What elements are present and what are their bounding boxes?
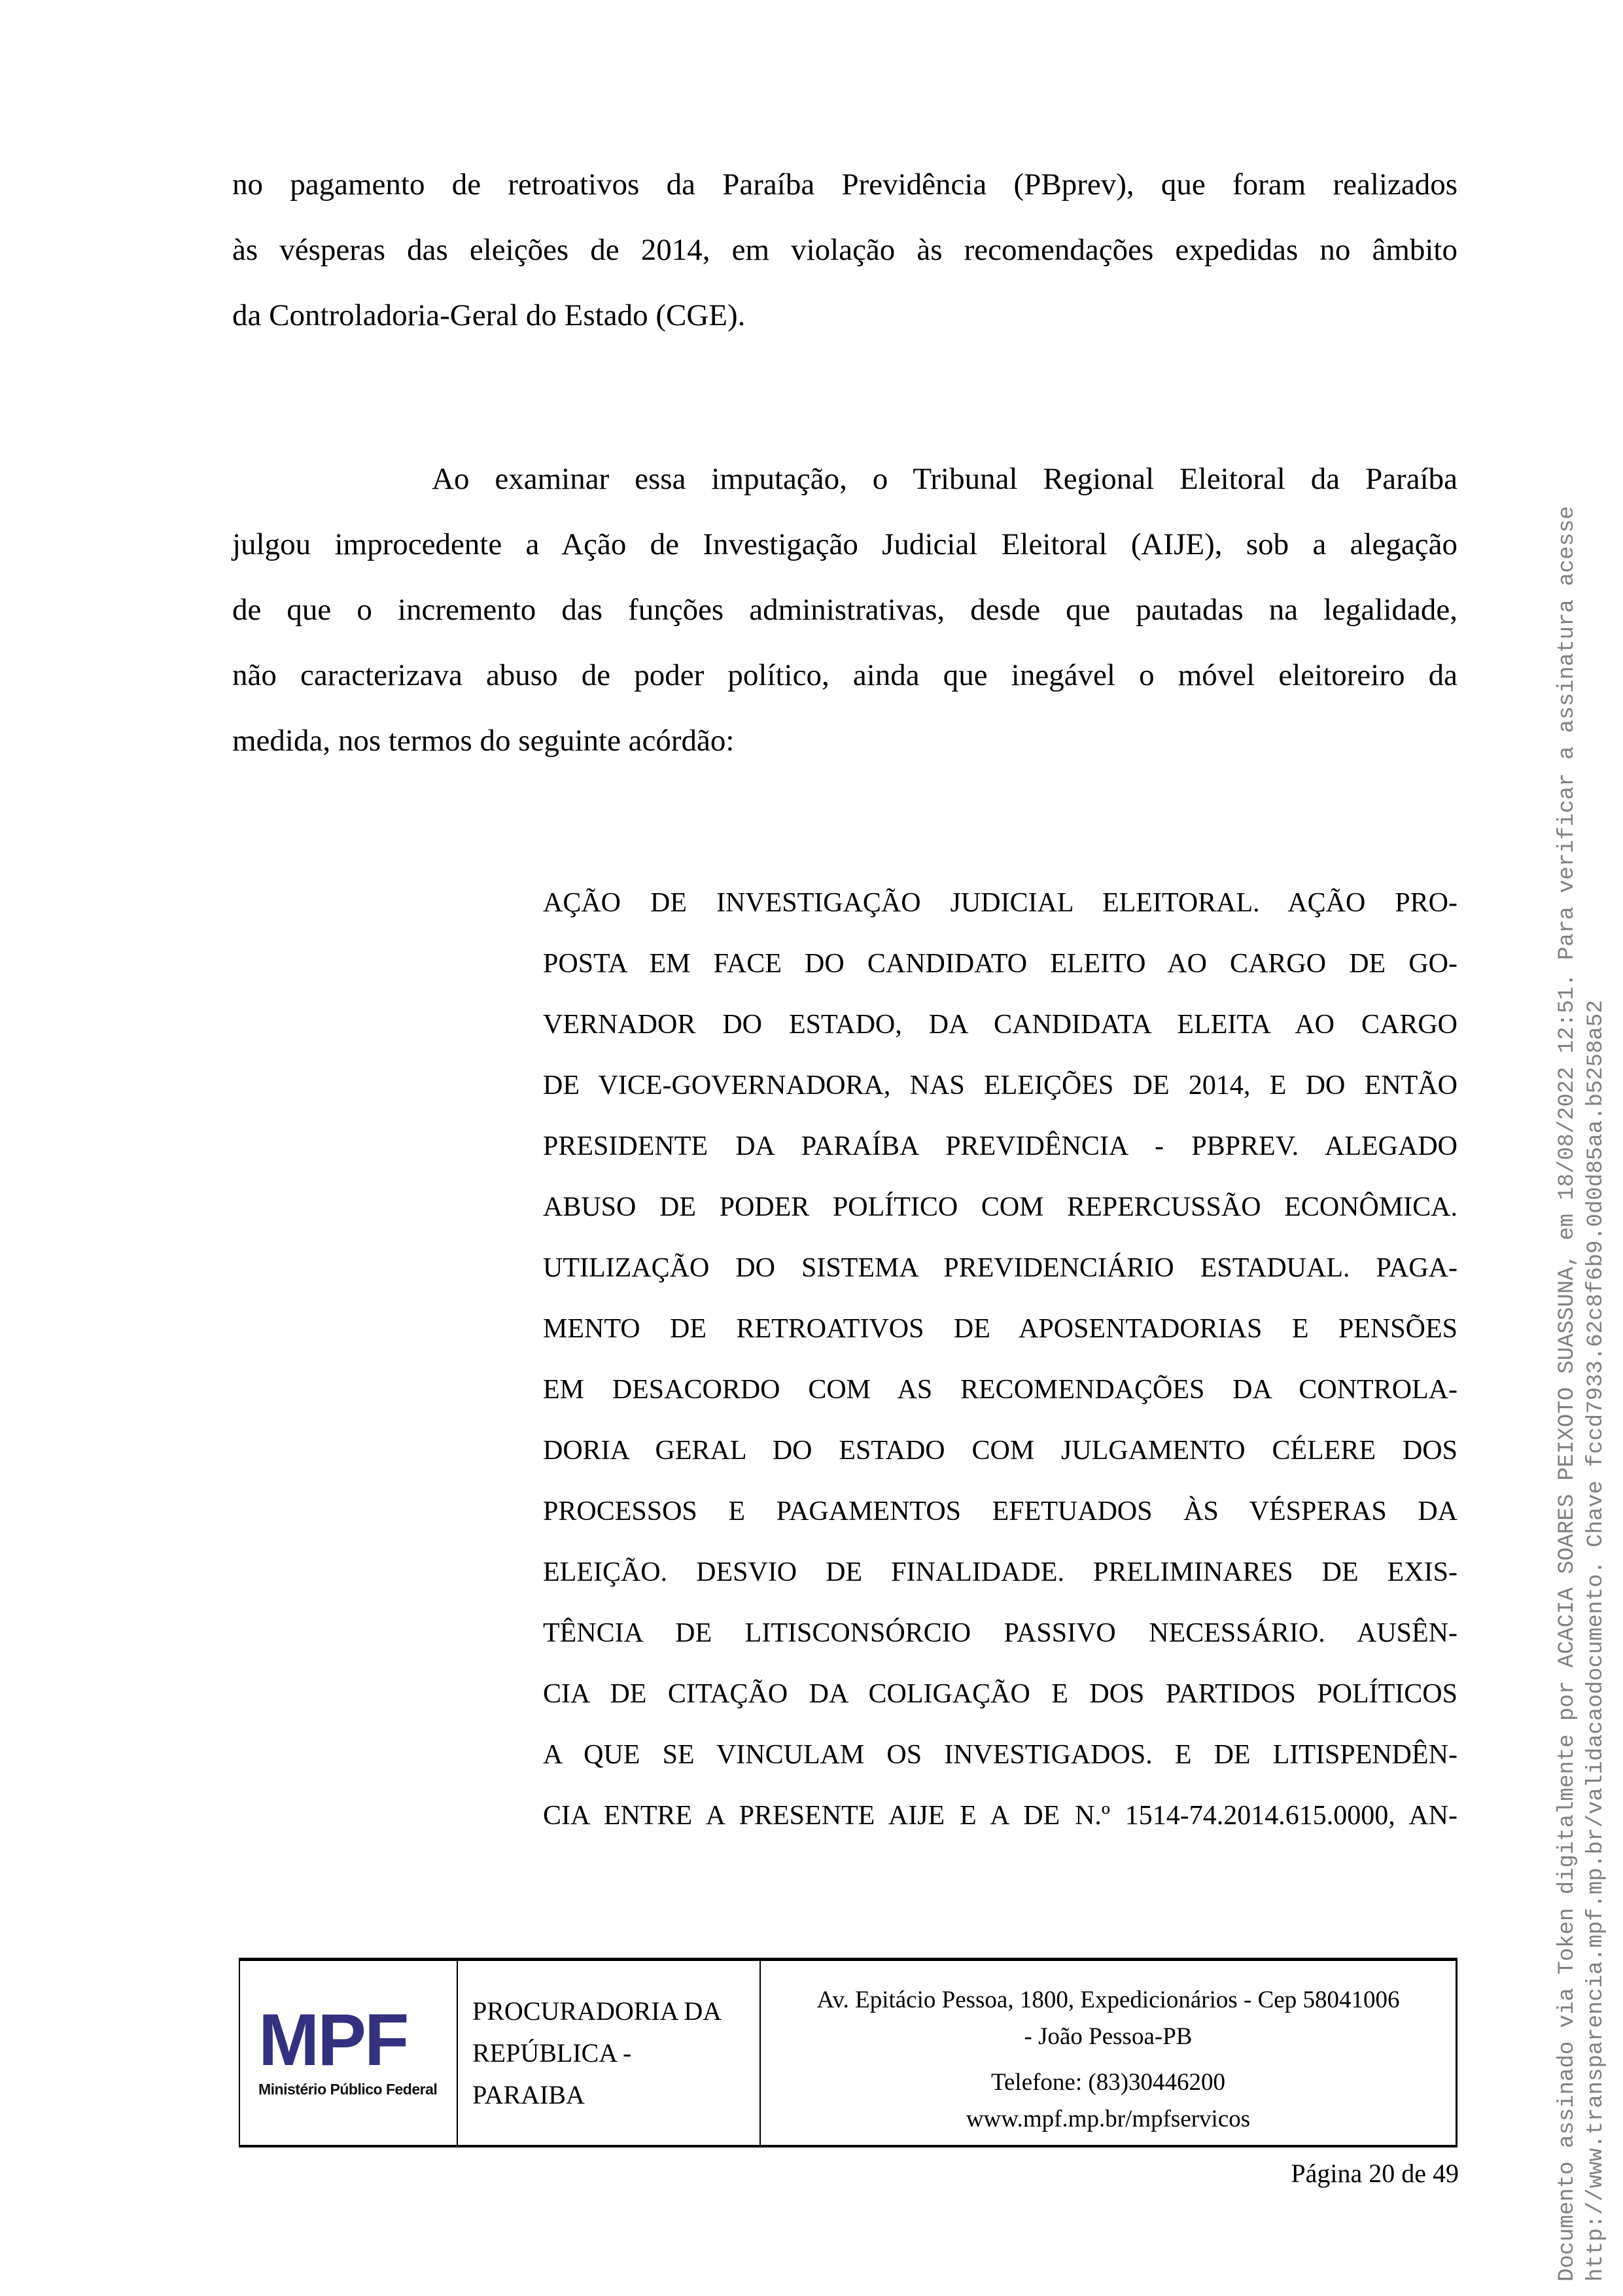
body-line: Ao examinar essa imputação, o Tribunal Regional Eleitoral da Paraíba [432,462,1457,496]
address-line: - João Pessoa-PB [1024,2023,1193,2050]
quote-line: AÇÃO DE INVESTIGAÇÃO JUDICIAL ELEITORAL. AÇÃO PRO- [543,888,1457,918]
paragraph-continuation [232,152,1457,348]
quote-line: EM DESACORDO COM AS RECOMENDAÇÕES DA CONTROLA- [543,1375,1457,1405]
quote-line: ELEIÇÃO. DESVIO DE FINALIDADE. PRELIMINARES DE EXIS- [543,1557,1457,1587]
mpf-logo: MPF [258,1998,408,2081]
quote-line: TÊNCIA DE LITISCONSÓRCIO PASSIVO NECESSÁRIO. AUSÊN- [543,1618,1457,1648]
phone-line: Telefone: (83)30446200 [990,2069,1226,2096]
org-name [472,1990,722,2116]
body-line: julgou improcedente a Ação de Investigação Judicial Eleitoral (AIJE), sob a alegação [232,527,1457,561]
address-line: Av. Epitácio Pessoa, 1800, Expedicionários - Cep 58041006 [816,1987,1400,2013]
signature-note-line: http://www.transparencia.mpf.mp.br/validacaodocumento. Chave fccd7933.62c8f6b9.0d0d85aa.b5258a52 [1584,1000,1609,2282]
quote-line: CIA DE CITAÇÃO DA COLIGAÇÃO E DOS PARTIDOS POLÍTICOS [543,1679,1457,1709]
quote-line: ABUSO DE PODER POLÍTICO COM REPERCUSSÃO ECONÔMICA. [543,1192,1457,1222]
page-number: Página 20 de 49 [1291,2159,1459,2188]
body-line: de que o incremento das funções administrativas, desde que pautadas na legalidade, [232,593,1457,627]
digital-signature-note [1553,506,1611,2282]
quote-line: A QUE SE VINCULAM OS INVESTIGADOS. E DE LITISPENDÊN- [543,1740,1457,1770]
quote-line: UTILIZAÇÃO DO SISTEMA PREVIDENCIÁRIO ESTADUAL. PAGA- [543,1253,1457,1283]
signature-note-line: Documento assinado via Token digitalmente por ACACIA SOARES PEIXOTO SUASSUNA, em 18/08/2022 12:51. Para verificar a assinatura acesse [1555,506,1580,2282]
org-line: PARAIBA [472,2079,585,2110]
mpf-logo-subtitle: Ministério Público Federal [258,2081,438,2098]
body-line: medida, nos termos do seguinte acórdão: [232,724,735,758]
quote-line: PROCESSOS E PAGAMENTOS EFETUADOS ÀS VÉSPERAS DA [543,1496,1457,1527]
body-line: no pagamento de retroativos da Paraíba Previdência (PBprev), que foram realizados [232,168,1457,202]
website-line: www.mpf.mp.br/mpfservicos [966,2106,1251,2132]
footer-letterhead [239,1958,1457,2147]
document-body [232,152,1457,1846]
quote-line: DE VICE-GOVERNADORA, NAS ELEIÇÕES DE 2014, E DO ENTÃO [543,1070,1457,1101]
quote-line: POSTA EM FACE DO CANDIDATO ELEITO AO CARGO DE GO- [543,949,1457,979]
quote-line: CIA ENTRE A PRESENTE AIJE E A DE N.º 1514-74.2014.615.0000, AN- [543,1801,1457,1831]
quote-line: VERNADOR DO ESTADO, DA CANDIDATA ELEITA AO CARGO [543,1010,1457,1040]
body-line: às vésperas das eleições de 2014, em violação às recomendações expedidas no âmbito [232,233,1457,267]
quote-line: DORIA GERAL DO ESTADO COM JULGAMENTO CÉLERE DOS [543,1436,1457,1466]
body-line: não caracterizava abuso de poder político, ainda que inegável o móvel eleitoreiro da [232,658,1457,692]
paragraph [232,446,1457,773]
footer-org-cell [458,1961,761,2145]
footer-address-cell [761,1961,1456,2145]
footer-logo-cell [240,1961,458,2145]
org-line: PROCURADORIA DA [472,1996,722,2026]
quote-line: MENTO DE RETROATIVOS DE APOSENTADORIAS E PENSÕES [543,1314,1457,1344]
org-line: REPÚBLICA - [472,2038,632,2068]
body-line: da Controladoria-Geral do Estado (CGE). [232,298,746,332]
quote-line: PRESIDENTE DA PARAÍBA PREVIDÊNCIA - PBPREV. ALEGADO [543,1131,1457,1161]
citation-block [543,873,1457,1846]
